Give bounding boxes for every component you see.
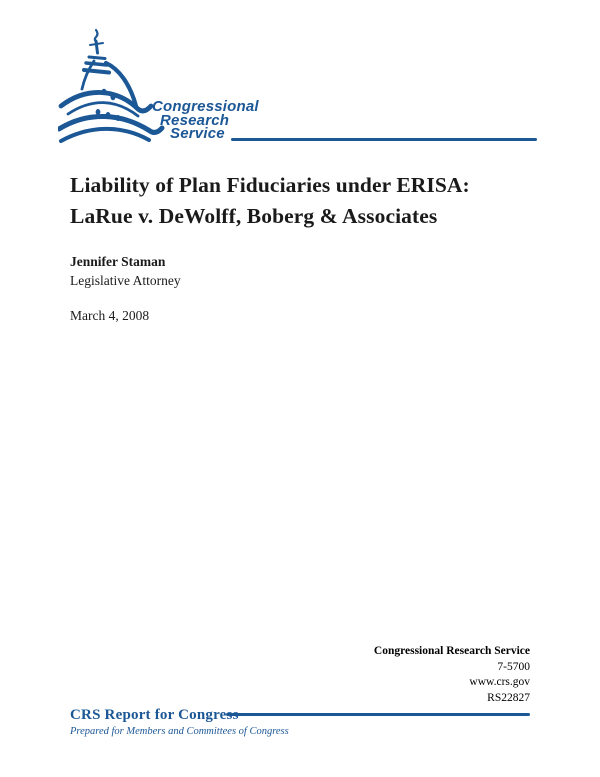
publication-org: Congressional Research Service (373, 645, 530, 657)
crs-logo-wordmark (152, 100, 259, 141)
logo-word-service: Service (170, 125, 225, 142)
footer-block (70, 707, 289, 738)
header-rule-line (231, 138, 537, 141)
author-block (70, 252, 181, 290)
report-title-line1: Liability of Plan Fiduciaries under ERISA: (70, 173, 470, 197)
logo-word-congressional: Congressional (152, 98, 259, 115)
logo-word-research: Research (160, 111, 230, 129)
report-title (70, 170, 540, 232)
publication-website: www.crs.gov (469, 676, 530, 688)
author-name: Jennifer Staman (70, 254, 166, 269)
report-title-line2: LaRue v. DeWolff, Boberg & Associates (70, 204, 438, 228)
publication-info-block (374, 644, 530, 706)
footer-title: CRS Report for Congress (70, 707, 239, 723)
publication-report-number: RS22827 (487, 691, 530, 704)
report-date: March 4, 2008 (70, 308, 150, 323)
author-role: Legislative Attorney (70, 273, 181, 288)
publication-phone: 7-5700 (497, 660, 530, 673)
footer-subtitle: Prepared for Members and Committees of Congress (70, 726, 289, 737)
